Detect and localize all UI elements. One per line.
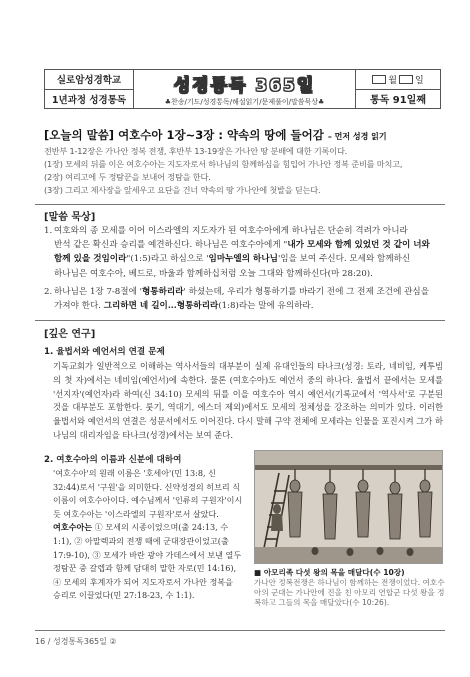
header-left xyxy=(45,70,134,108)
item-text: ' 하셨는데, 우리가 형통하기를 바라기 전에 그 전제 조건에 관심을 xyxy=(183,286,430,297)
intro-line: (2장) 여리고에 두 정탐꾼을 보내어 정탐을 한다. xyxy=(44,172,211,182)
meditation-item xyxy=(44,285,444,313)
caption-body: 가나안 정복전쟁은 하나님이 함께하는 전쟁이었다. 여호수아의 군대는 가나안에 진을 친 아모리 연합군 다섯 왕을 정복하고 그들의 목을 매달았다(수 10:26). xyxy=(254,578,445,607)
illustration-image xyxy=(255,451,443,564)
book-title: 성경통독 365일 xyxy=(173,76,316,96)
item-text: 하나님은 1장 7-8절에 ' xyxy=(54,286,142,297)
item-number: 1. xyxy=(44,226,53,236)
school-name: 실로암성경학교 xyxy=(45,70,133,90)
lesson-title xyxy=(44,127,387,143)
meditation-item xyxy=(44,224,444,281)
item-text: 반석 같은 확신과 승리를 예견하신다. 하나님은 여호수아에게 " xyxy=(54,240,288,251)
item-emphasis: 함께 있을 것임이라 xyxy=(54,254,127,265)
study-heading: [깊은 연구] xyxy=(44,329,96,340)
header-box xyxy=(44,69,441,109)
divider xyxy=(35,320,445,321)
item-emphasis: 형통하리라 xyxy=(141,286,184,297)
illustration-hanging-kings xyxy=(254,450,443,564)
item-emphasis: 임마누엘의 하나님 xyxy=(208,254,278,265)
day-box[interactable] xyxy=(399,75,413,84)
study-section-text: 기독교회가 일반적으로 이해하는 역사서들의 대부분이 실제 유대인들의 타나크(성경: 토라, 네비임, 케투빔의 첫 자)에서는 네비임(예언서)에 속한다. 물론 (여호수아)도 예언서 중의 하나다. 율법서 끝에서는 모세를 '선지자'(예언자)라 하여(신 34:10) 모세의 뒤를 이을 여호수아 역시 예언서(기록교에서 '역사서'로 구분된 것을 대부분도 포함한다. 룻기, 역대기, 에스더 제외)에서도 모세의 정체성을 강조하는 의미가 있다. 이러한 율법서와 예언서의 연결은 성문서에서도 이어진다. 다시 말해 구약 전체에 모세라는 인물을 포진시켜 그가 하나님의 대리자임을 타나크(성경)에서는 보여 준다. xyxy=(53,361,443,440)
lesson-title-note: – 먼저 성경 읽기 xyxy=(327,132,387,141)
item-text: 가져야 한다. xyxy=(54,301,101,312)
intro-line: 전반부 1-12장은 가나안 정복 전쟁, 후반부 13-19장은 가나안 땅 분배에 대한 기록이다. xyxy=(44,146,348,156)
header-right xyxy=(356,70,440,108)
lesson-title-main: 여호수아 1장~3장 : 약속의 땅에 들어감 xyxy=(118,128,324,142)
day-unit: 일 xyxy=(415,75,424,86)
meditation-list xyxy=(44,224,444,317)
divider xyxy=(35,204,445,205)
list-lead: 여호수아는 xyxy=(53,522,93,533)
intro-line: (1장) 모세의 뒤를 이은 여호수아는 지도자로서 하나님의 함께하심을 힘입어 가나안 정복 준비를 마치고, xyxy=(44,159,403,169)
study-section-title: 1. 율법서와 예언서의 연결 문제 xyxy=(44,347,165,357)
item-emphasis: 내가 모세와 함께 있었던 것 같이 너와 xyxy=(287,240,430,251)
book-subtitle: ♣찬송/기도/성경통독/해설읽기/문제풀이/말씀묵상♣ xyxy=(164,98,325,106)
item-text: 하나님은 여호수아, 베드로, 바울과 함께하십처럼 오늘 그대와 함께하신다(마 28:20). xyxy=(54,268,373,279)
divider xyxy=(35,630,445,631)
illustration-caption xyxy=(254,568,446,608)
study-section-title: 2. 여호수아의 이름과 신분에 대하여 xyxy=(44,455,182,465)
course-name: 1년과정 성경통독 xyxy=(51,94,127,106)
role-list: ① 모세의 시종이었으며(출 24:13, 수 1:1), ② 아말렉과의 전쟁 때에 군대장관이었고(출 17:9-10), ③ 모세가 바란 광야 가데스에서 보낸 열두 정탐꾼 중 갈렙과 함께 담대히 말한 자로(민 14:16), ④ 모세의 후계자가 되어 지도자로서 가나안 정복을 승리로 이끌었다(민 27:18-23, 수 1:1). xyxy=(53,522,242,601)
intro-line: (3장) 그리고 제사장을 앞세우고 요단을 건너 약속의 땅 가나안에 첫발을 딛는다. xyxy=(44,185,321,195)
date-field xyxy=(356,70,440,90)
day-count: 통독 91일째 xyxy=(369,95,427,107)
item-text: '임을 보여 주신다. 모세와 함께하신 xyxy=(277,254,411,265)
item-text: "(1:5)라고 하심으로 ' xyxy=(126,254,209,265)
page-footer: 16 / 성경통독365일 ② xyxy=(35,637,117,646)
caption-title: ■ 아모리족 다섯 왕의 목을 매달다(수 10장) xyxy=(254,568,405,577)
study-section-text xyxy=(53,467,243,603)
item-text: (1:8)라는 말에 유의하라. xyxy=(218,301,314,312)
item-emphasis: 그리하면 네 길이...형통하리라 xyxy=(103,301,219,312)
lesson-title-prefix: [오늘의 말씀] xyxy=(44,128,115,142)
meditation-heading: [말씀 묵상] xyxy=(44,212,96,223)
month-box[interactable] xyxy=(372,75,386,84)
header-middle xyxy=(134,70,356,108)
lesson-intro xyxy=(44,145,441,197)
item-number: 2. xyxy=(44,286,53,297)
name-paragraph: '여호수아'의 원래 이름은 '호세아'(민 13:8, 신 32:44)로서 '구원'을 의미한다. 신약성경의 히브리 식 이름이 여호수아이다. 예수님께서 '인류의 구원자'이시듯 여호수아는 '이스라엘의 구원자'로서 살았다. xyxy=(53,468,243,519)
month-unit: 월 xyxy=(388,75,397,86)
item-text: 여호와의 종 모세를 이어 이스라엘의 지도자가 된 여호수아에게 하나님은 단순히 격려가 아니라 xyxy=(54,226,408,236)
